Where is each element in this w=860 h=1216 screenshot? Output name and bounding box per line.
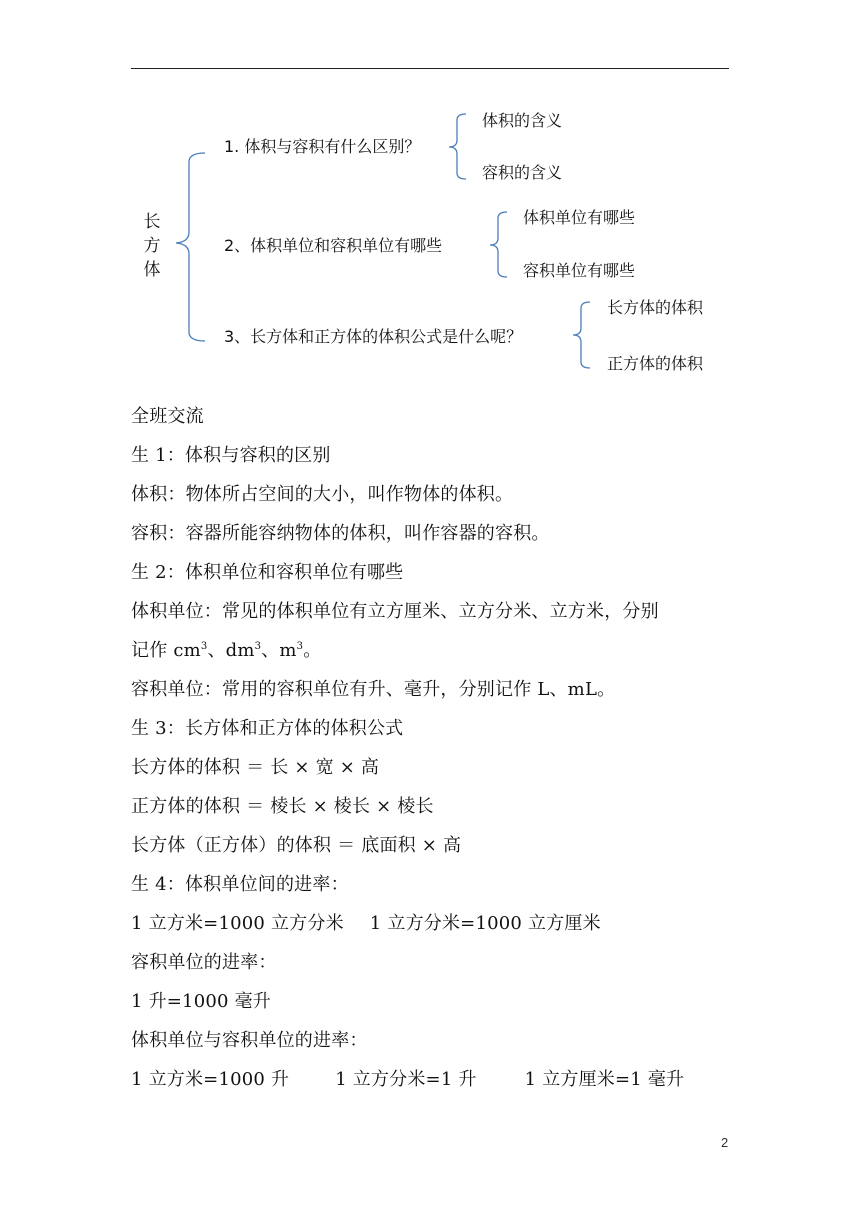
paragraph: 生 1：体积与容积的区别 <box>131 445 331 466</box>
conversion: 1 立方分米=1000 立方厘米 <box>369 913 601 934</box>
main-bracket <box>176 153 205 341</box>
branch-2-label: 2、体积单位和容积单位有哪些 <box>224 236 443 255</box>
bracket-3 <box>573 302 590 368</box>
paragraph: 体积单位与容积单位的进率： <box>131 1030 368 1051</box>
superscript: 3 <box>296 641 304 652</box>
page-number: 2 <box>721 1135 729 1150</box>
branch-1-child-1: 体积的含义 <box>482 111 563 130</box>
text-run: 、m <box>261 640 297 661</box>
conversion-row <box>131 1060 731 1099</box>
branch-3-label: 3、长方体和正方体的体积公式是什么呢？ <box>224 327 523 346</box>
text-run: 、dm <box>207 640 255 661</box>
branch-3-child-1: 长方体的体积 <box>607 298 704 317</box>
paragraph: 生 4：体积单位间的进率： <box>131 874 349 895</box>
root-char: 方 <box>143 236 161 256</box>
text-run: 。 <box>303 640 322 661</box>
paragraph-units <box>131 631 731 670</box>
conversion: 1 立方厘米=1 毫升 <box>524 1069 685 1090</box>
paragraph: 生 3：长方体和正方体的体积公式 <box>131 718 404 739</box>
branch-2-child-2: 容积单位有哪些 <box>523 261 636 280</box>
bracket-1 <box>449 114 466 179</box>
paragraph: 体积单位：常见的体积单位有立方厘米、立方分米、立方米，分别 <box>131 601 659 622</box>
paragraph: 容积：容器所能容纳物体的体积，叫作容器的容积。 <box>131 523 550 544</box>
mind-map <box>0 0 860 400</box>
conversion: 1 立方米=1000 立方分米 <box>131 913 344 934</box>
superscript: 3 <box>200 641 208 652</box>
document-body <box>131 397 731 1099</box>
conversion: 1 升=1000 毫升 <box>131 991 271 1012</box>
paragraph: 生 2：体积单位和容积单位有哪些 <box>131 562 404 583</box>
formula: 正方体的体积 ＝ 棱长 × 棱长 × 棱长 <box>131 796 434 817</box>
formula: 长方体（正方体）的体积 ＝ 底面积 × 高 <box>131 835 462 856</box>
paragraph: 体积：物体所占空间的大小，叫作物体的体积。 <box>131 484 514 505</box>
branch-1-label: 1. 体积与容积有什么区别？ <box>224 137 421 156</box>
root-char: 体 <box>143 260 161 280</box>
mind-map-root <box>143 210 161 282</box>
paragraph: 容积单位的进率： <box>131 952 277 973</box>
paragraph: 全班交流 <box>131 406 204 427</box>
formula: 长方体的体积 ＝ 长 × 宽 × 高 <box>131 757 380 778</box>
branch-2-child-1: 体积单位有哪些 <box>523 208 636 227</box>
conversion-row <box>131 904 731 943</box>
conversion: 1 立方分米=1 升 <box>335 1069 477 1090</box>
text-run: 记作 cm <box>131 640 201 661</box>
bracket-2 <box>490 212 507 277</box>
root-char: 长 <box>143 212 161 232</box>
branch-1-child-2: 容积的含义 <box>482 163 563 182</box>
branch-3-child-2: 正方体的体积 <box>607 354 704 373</box>
superscript: 3 <box>254 641 262 652</box>
paragraph: 容积单位：常用的容积单位有升、毫升，分别记作 L、mL。 <box>131 679 616 700</box>
conversion: 1 立方米=1000 升 <box>131 1069 290 1090</box>
